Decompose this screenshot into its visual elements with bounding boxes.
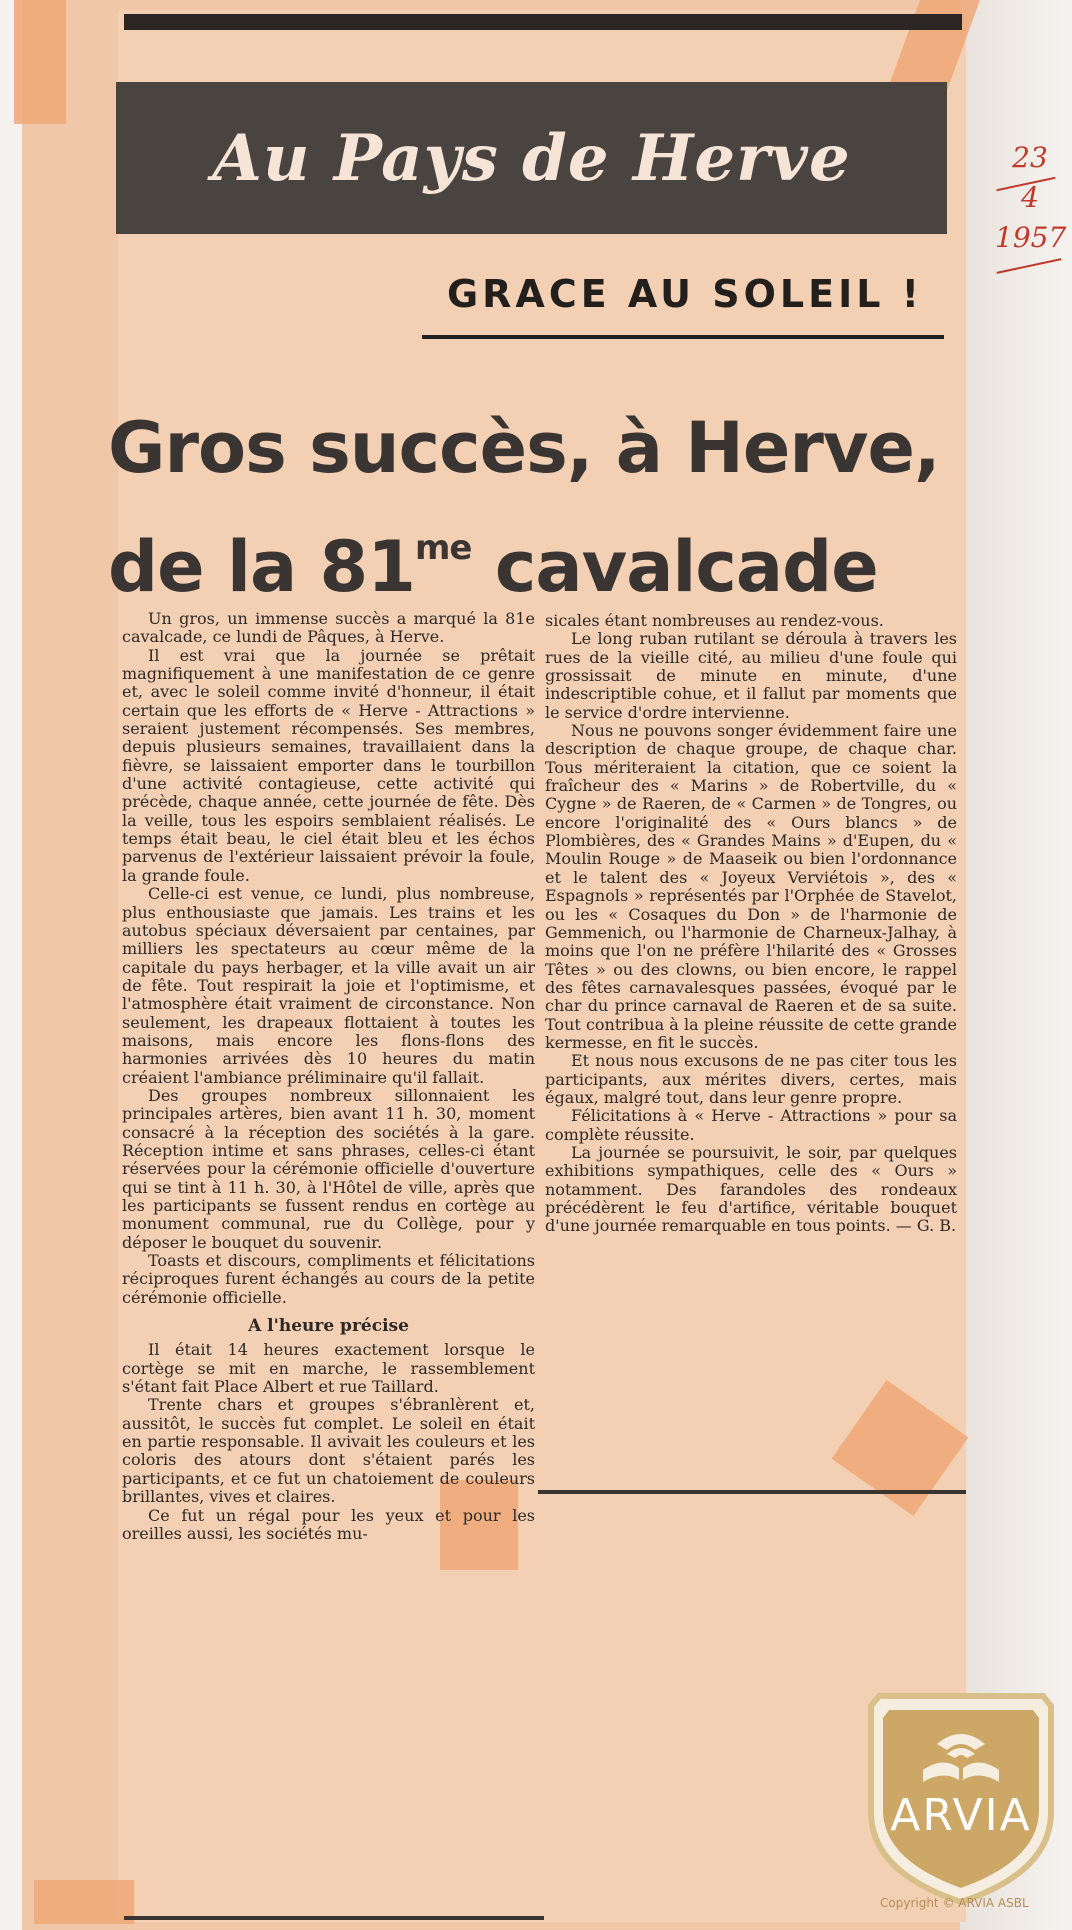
paragraph: Ce fut un régal pour les yeux et pour les oreilles aussi, les sociétés mu- (122, 1505, 535, 1543)
kicker-title: GRACE AU SOLEIL ! (446, 272, 924, 316)
section-banner (116, 82, 947, 234)
handwritten-day: 23 (1012, 141, 1048, 174)
handwritten-year: 1957 (995, 221, 1067, 254)
scan-edge-shadow (960, 0, 1072, 1930)
headline (108, 398, 958, 617)
handwritten-month: 4 (1021, 181, 1039, 214)
headline-line-1: Gros succès, à Herve, (108, 407, 940, 489)
copyright-notice: Copyright © ARVIA ASBL (880, 1896, 1029, 1910)
paragraph: sicales étant nombreuses au rendez-vous. (545, 611, 884, 630)
paragraph: La journée se poursuivit, le soir, par quelques exhibitions sympathiques, celle des « Ours » notamment. Des farandoles des rondeaux précédèrent le feu d'artifice, véritable bouquet d'une journée remarquable en tous points. — G. B. (545, 1142, 957, 1236)
paragraph: Trente chars et groupes s'ébranlèrent et, aussitôt, le succès fut complet. Le soleil en était en partie responsable. Il avivait les couleurs et les coloris des atours dont s'étaient parés les participants, et ce fut un chatoiement de couleurs brillantes, vives et claires. (122, 1395, 535, 1507)
article-column-right (545, 612, 957, 1236)
paragraph: Un gros, un immense succès a marqué la 81e cavalcade, ce lundi de Pâques, à Herve. (122, 609, 535, 647)
paragraph: Nous ne pouvons songer évidemment faire une description de chaque groupe, de chaque char. Tous mériteraient la citation, que ce soient la fraîcheur des « Marins » de Robertville, du « Cygne » de Raeren, de « Carmen » de Tongres, ou encore l'originalité des « Ours blancs » de Plombières, des « Grandes Mains » d'Eupen, du « Moulin Rouge » de Maaseik ou bien l'ordonnance et le talent des « Joyeux Verviétois », des « Espagnols » représentés par l'Orphée de Stavelot, ou les « Cosaques du Don » de l'harmonie de Gemmenich, ou l'harmonie de Charneux-Jalhay, à moins que l'on ne préfère l'hilarité des « Grosses Têtes » ou des clowns, ou bien encore, le rappel des fêtes carnavalesques passées, évoqué par le char du prince carnaval de Raeren et de sa suite. Tout contribua à la pleine réussite de cette grande kermesse, en fit le succès. (545, 721, 957, 1052)
headline-line-2: de la $81^{me}$ cavalcade (108, 526, 878, 608)
paragraph: Toasts et discours, compliments et félicitations réciproques furent échangés au cours de la petite cérémonie officielle. (122, 1251, 535, 1307)
banner-title: Au Pays de Herve (212, 120, 851, 196)
paragraph: Félicitations à « Herve - Attractions » pour sa complète réussite. (545, 1106, 957, 1144)
paragraph: Des groupes nombreux sillonnaient les principales artères, bien avant 11 h. 30, moment consacré à la réception des sociétés à la gare. Réception intime et sans phrases, celles-ci étant réservées pour la cérémonie officielle d'ouverture qui se tint à 11 h. 30, à l'Hôtel de ville, après que les participants se fussent rendus en cortège au monument communal, rue du Collège, pour y déposer le bouquet du souvenir. (122, 1085, 535, 1252)
article-column-left (122, 610, 535, 1543)
tape-bottom-left (34, 1880, 134, 1924)
paragraph: Il était 14 heures exactement lorsque le cortège se mit en marche, le rassemblement s'étant fait Place Albert et rue Taillard. (122, 1340, 535, 1397)
paragraph: Celle-ci est venue, ce lundi, plus nombreuse, plus enthousiaste que jamais. Les trains et les autobus spéciaux déversaient par centaines, par milliers les spectateurs au cœur même de la capitale du pays herbager, et la ville avait un air de fête. Tout respirait la joie et l'optimisme, et l'atmosphère était vraiment de circonstance. Non seulement, les drapeaux flottaient à toutes les maisons, mais encore les flons-flons des harmonies arrivées dès 10 heures du matin créaient l'ambiance préliminaire qu'il fallait. (122, 884, 535, 1087)
logo-wordmark: ARVIA (890, 1790, 1032, 1841)
tape-top-left (14, 0, 66, 124)
kicker-underline (422, 335, 944, 339)
subhead: A l'heure précise (248, 1316, 409, 1337)
top-rule (124, 14, 962, 30)
paragraph: Le long ruban rutilant se déroula à travers les rues de la vieille cité, au milieu d'une foule qui grossissait de minute en minute, d'une indescriptible cohue, et il fallut par moments que le service d'ordre intervienne. (545, 629, 957, 722)
column-end-rule (538, 1490, 966, 1494)
arvia-logo (863, 1672, 1059, 1908)
bottom-rule (124, 1916, 544, 1920)
handwritten-date (995, 138, 1065, 258)
paragraph: Et nous nous excusons de ne pas citer tous les participants, aux mérites divers, certes, mais égaux, malgré tout, dans leur genre propre. (545, 1051, 957, 1107)
paragraph: Il est vrai que la journée se prêtait magnifiquement à une manifestation de ce genre et, avec le soleil comme invité d'honneur, il était certain que les efforts de « Herve - Attractions » seraient justement récompensés. Ses membres, depuis plusieurs semaines, travaillaient dans la fièvre, se laissaient emporter dans le tourbillon d'une activité contagieuse, cette activité qui précède, chaque année, cette journée de fête. Dès la veille, tous les espoirs semblaient réalisés. Le temps était beau, le ciel était bleu et les échos parvenus de l'extérieur laissaient prévoir la foule, la grande foule. (122, 645, 535, 885)
